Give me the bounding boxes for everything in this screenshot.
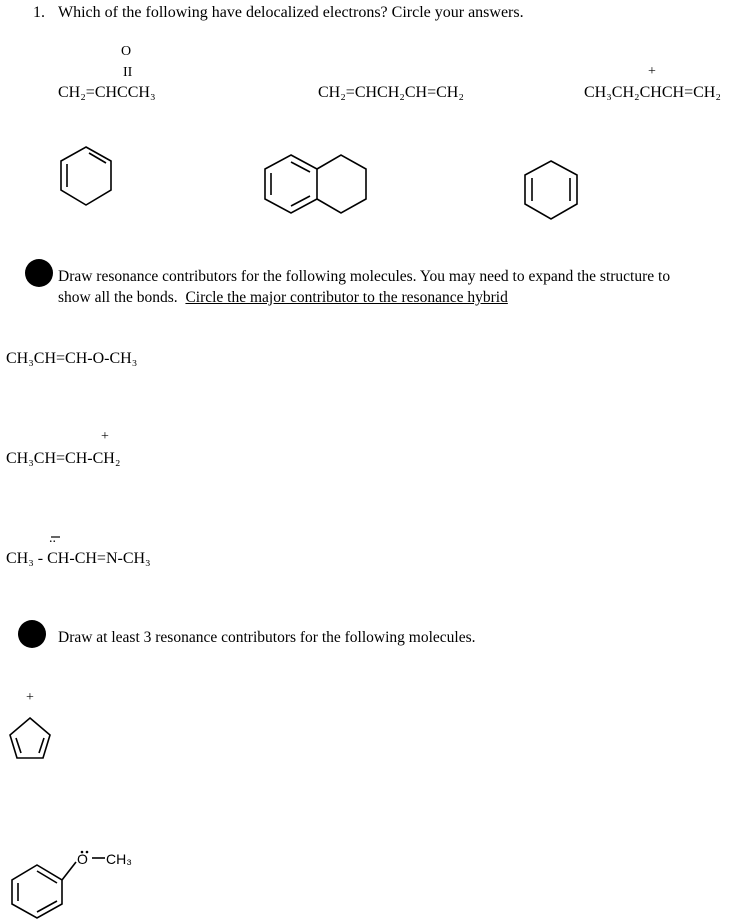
compound-pentadiene: CH₂=CHCH₂CH=CH₂ xyxy=(318,84,464,101)
cyclopentadienyl-cation-structure xyxy=(10,718,50,758)
cation-charge: + xyxy=(26,690,34,705)
cyclohexa-1-4-diene-structure xyxy=(525,161,577,219)
bullet-icon xyxy=(25,259,53,287)
carbocation-charge: + xyxy=(648,64,656,79)
question-number: 1. xyxy=(33,4,45,21)
anisole-oxygen: O xyxy=(77,851,88,867)
allyl-cation-charge: + xyxy=(101,429,109,444)
double-bond-mark: II xyxy=(123,65,133,80)
tetralin-structure xyxy=(265,155,366,213)
question-1-text: Which of the following have delocalized electrons? Circle your answers. xyxy=(58,4,524,21)
molecule-allylic-cation: CH₃CH=CH-CH₂ xyxy=(6,450,121,467)
question-2-line2-underlined: Circle the major contributor to the resonance hybrid xyxy=(185,289,508,306)
question-3-text: Draw at least 3 resonance contributors for the following molecules. xyxy=(58,629,476,646)
lone-pair-mark: .. xyxy=(49,531,56,546)
compound-ketone: CH₂=CHCCH₃ xyxy=(58,84,156,101)
bullet-icon xyxy=(18,620,46,648)
molecule-methyl-propenyl-ether: CH₃CH=CH-O-CH₃ xyxy=(6,350,138,367)
anisole-methyl: CH₃ xyxy=(106,851,132,867)
question-2-line2-plain: show all the bonds. xyxy=(58,289,178,306)
question-2-line2 xyxy=(58,289,508,307)
carbonyl-oxygen-label: O xyxy=(121,44,132,59)
question-2-line1: Draw resonance contributors for the following molecules. You may need to expand the structure to xyxy=(58,268,671,285)
molecule-carbanion-imine: CH₃ - CH-CH=N-CH₃ xyxy=(6,550,151,567)
anisole-structure xyxy=(12,858,105,918)
cyclohexadiene-structure xyxy=(61,147,111,205)
compound-allylic-cation: CH₃CH₂CHCH=CH₂ xyxy=(584,84,721,101)
